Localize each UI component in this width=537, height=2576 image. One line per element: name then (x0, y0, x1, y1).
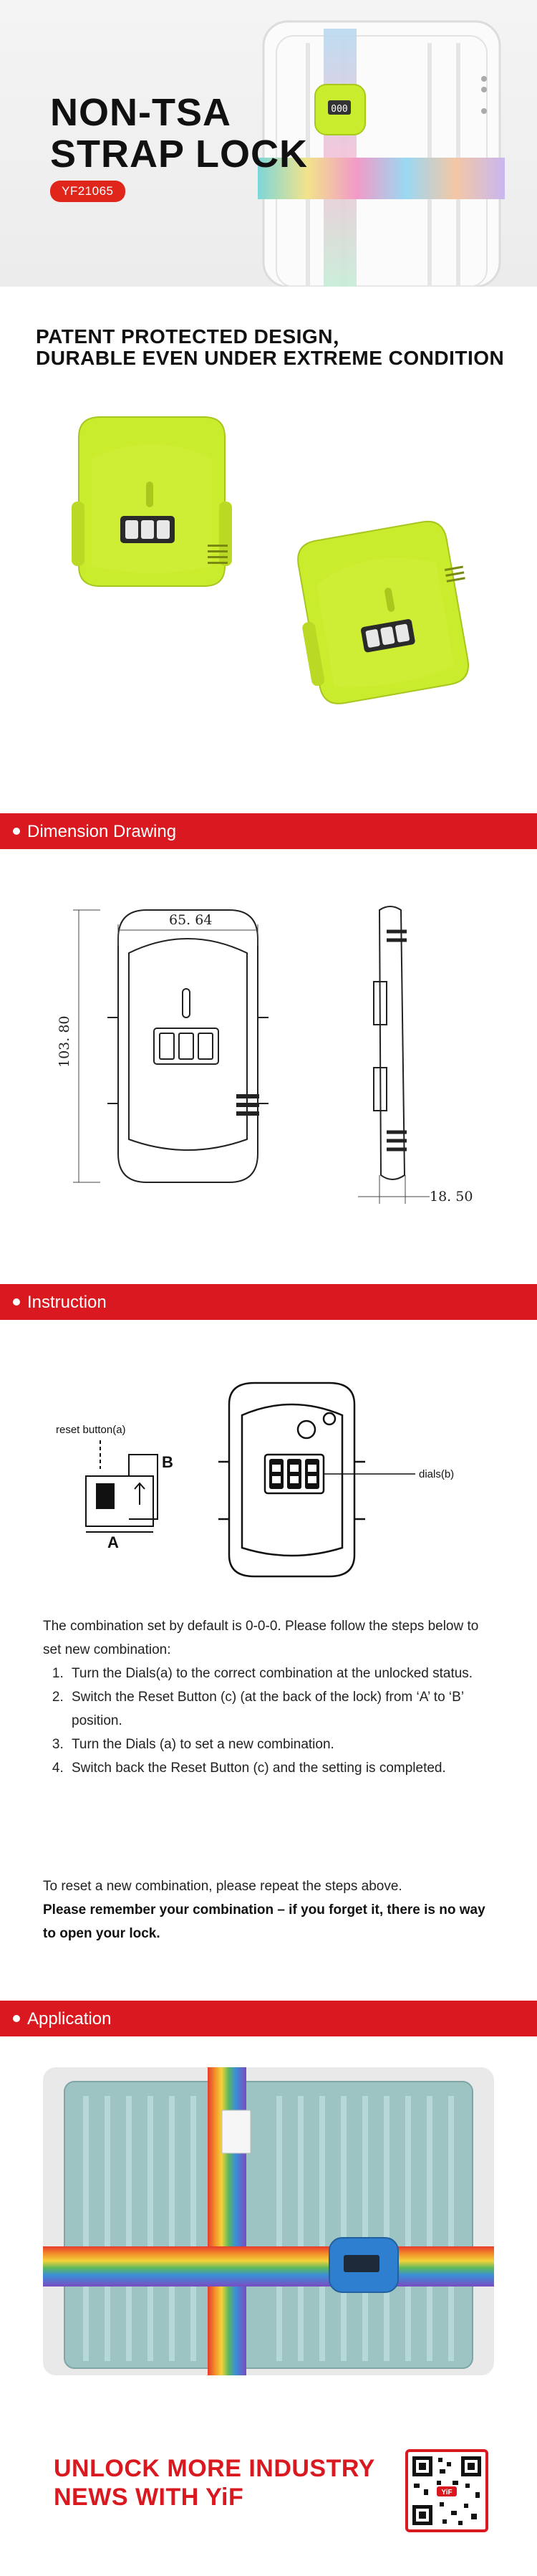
width-dimension: 65. 64 (169, 912, 213, 928)
product-photos (0, 401, 537, 803)
product-title: NON-TSA STRAP LOCK (50, 91, 309, 176)
headline-line-2: DURABLE EVEN UNDER EXTREME CONDITION (36, 347, 505, 369)
reset-button-label: reset button(a) (56, 1424, 126, 1436)
green-lock-front-image (72, 417, 232, 586)
height-dimension: 103. 80 (57, 1015, 72, 1068)
instruction-step: 2. Switch the Reset Button (c) (at the back of the lock) from ‘A’ to ‘B’ position. (67, 1685, 494, 1733)
dials-label: dials(b) (419, 1468, 455, 1480)
instruction-steps (43, 1662, 494, 1780)
green-lock-angled-image (288, 517, 483, 708)
instruction-step: 4. Switch back the Reset Button (c) and the setting is completed. (67, 1756, 494, 1780)
bullet-icon (13, 1298, 20, 1306)
reset-note: To reset a new combination, please repeat the steps above. (43, 1879, 402, 1894)
instruction-step: 3. Turn the Dials (a) to set a new combination. (67, 1733, 494, 1756)
section-bar-instruction: Instruction (0, 1284, 537, 1320)
reset-note-block (43, 1874, 494, 1945)
position-b-label: B (162, 1453, 173, 1471)
footer-title: UNLOCK MORE INDUSTRY NEWS WITH YiF (54, 2455, 375, 2511)
section-bar-application: Application (0, 2001, 537, 2036)
instruction-text (43, 1614, 494, 1780)
hero-banner (0, 0, 537, 287)
svg-text:000: 000 (331, 104, 348, 115)
qr-caption: YiF (441, 2489, 453, 2496)
headline-line-1: PATENT PROTECTED DESIGN， (36, 325, 354, 348)
application-photo (43, 2067, 494, 2375)
depth-dimension: 18. 50 (430, 1189, 473, 1204)
instruction-step: 1. Turn the Dials(a) to the correct combination at the unlocked status. (67, 1662, 494, 1685)
position-a-label: A (107, 1533, 119, 1551)
qr-code-icon[interactable] (405, 2449, 488, 2532)
bullet-icon (13, 2015, 20, 2022)
warning-note: Please remember your combination – if you forget it, there is no way to open your lock. (43, 1902, 485, 1941)
qr-code-graphic (408, 2452, 485, 2529)
model-badge: YF21065 (50, 181, 125, 202)
instruction-intro: The combination set by default is 0-0-0. Please follow the steps below to set new combination: (43, 1619, 479, 1657)
section-bar-dimension: Dimension Drawing (0, 813, 537, 849)
dimension-drawing (0, 903, 537, 1204)
instruction-diagram (0, 1376, 537, 1584)
bullet-icon (13, 828, 20, 835)
